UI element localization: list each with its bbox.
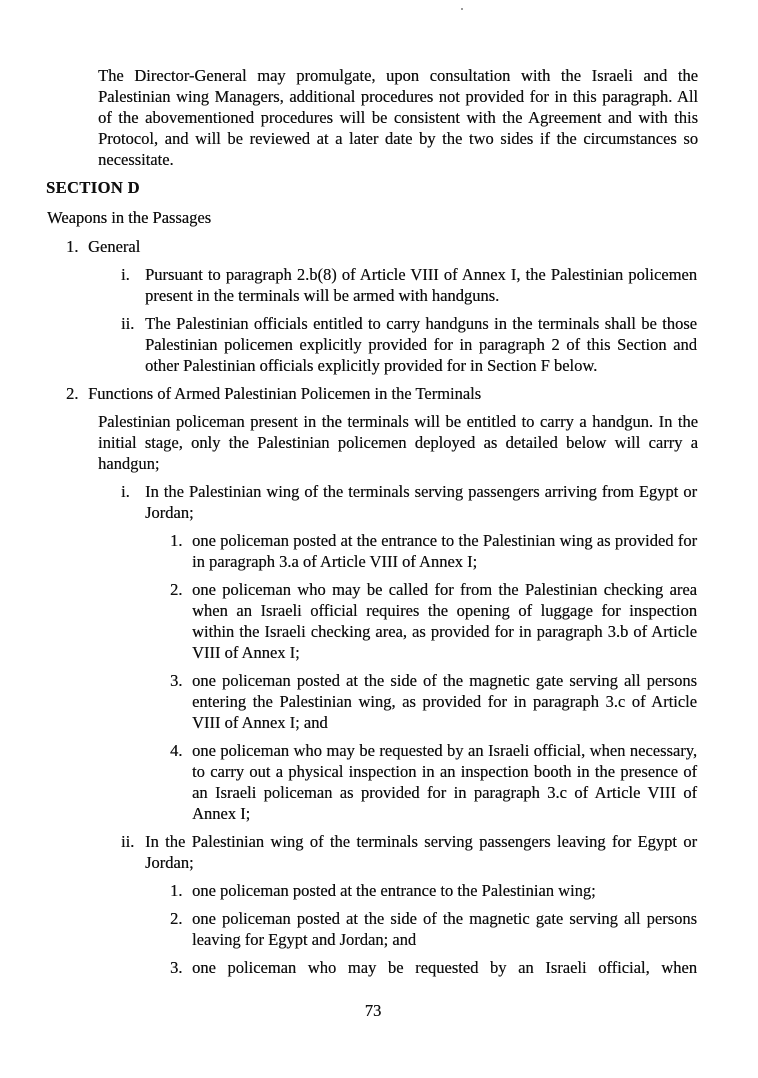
list-item-2-i-4 bbox=[170, 740, 758, 824]
list-item-text: Pursuant to paragraph 2.b(8) of Article VIII of Annex I, the Palestinian policemen present in the terminals will be armed with handguns. bbox=[145, 265, 697, 305]
list-item-1-i bbox=[121, 264, 758, 306]
list-marker: 4. bbox=[170, 741, 183, 760]
list-marker: 1. bbox=[170, 531, 183, 550]
list-item-text: one policeman who may be called for from the Palestinian checking area when an Israeli official requires the opening of luggage for inspection within the Israeli checking area, as provided for in paragraph 3.b of Article VIII of Annex I; bbox=[192, 580, 697, 662]
list-item-2-ii bbox=[121, 831, 758, 873]
list-item-text: Functions of Armed Palestinian Policemen in the Terminals bbox=[88, 384, 482, 403]
list-marker: 1. bbox=[66, 237, 79, 256]
list-item-1-general bbox=[66, 236, 758, 257]
section-subtitle: Weapons in the Passages bbox=[47, 208, 212, 227]
list-item-text: In the Palestinian wing of the terminals serving passengers arriving from Egypt or Jordan; bbox=[145, 482, 697, 522]
list-item-2-i bbox=[121, 481, 758, 523]
list-marker: 2. bbox=[170, 909, 183, 928]
list-item-text: one policeman who may be requested by an Israeli official, when bbox=[192, 958, 697, 977]
list-marker: ii. bbox=[121, 314, 135, 333]
section-heading: SECTION D bbox=[46, 178, 140, 197]
list-marker: 3. bbox=[170, 671, 183, 690]
list-marker: 2. bbox=[66, 384, 79, 403]
list-item-2-i-1 bbox=[170, 530, 758, 572]
list-item-2-ii-1 bbox=[170, 880, 758, 901]
list-item-2-functions bbox=[66, 383, 758, 404]
list-item-text: one policeman posted at the side of the magnetic gate serving all persons leaving for Egypt and Jordan; and bbox=[192, 909, 697, 949]
functions-paragraph: Palestinian policeman present in the terminals will be entitled to carry a handgun. In the initial stage, only the Palestinian policemen deployed as detailed below will carry a handgun; bbox=[98, 412, 698, 473]
list-item-text: one policeman posted at the side of the magnetic gate serving all persons entering the Palestinian wing, as provided for in paragraph 3.c of Article VIII of Annex I; and bbox=[192, 671, 697, 732]
page-number: 73 bbox=[364, 1001, 382, 1020]
intro-paragraph: The Director-General may promulgate, upon consultation with the Israeli and the Palestinian wing Managers, additional procedures not provided for in this paragraph. All of the abovementioned procedures will be consistent with the Agreement and with this Protocol, and will be reviewed at a later date by the two sides if the circumstances so necessitate. bbox=[98, 66, 698, 169]
list-item-1-ii bbox=[121, 313, 758, 376]
list-item-2-i-3 bbox=[170, 670, 758, 733]
list-item-2-ii-3 bbox=[170, 957, 758, 978]
list-marker: ii. bbox=[121, 832, 135, 851]
list-item-text: In the Palestinian wing of the terminals serving passengers leaving for Egypt or Jordan; bbox=[145, 832, 697, 872]
list-marker: 2. bbox=[170, 580, 183, 599]
list-item-text: one policeman who may be requested by an Israeli official, when necessary, to carry out a physical inspection in an inspection booth in the presence of an Israeli policeman as provided for in paragraph 3.c of Article VIII of Annex I; bbox=[192, 741, 697, 823]
scan-artifact-dot bbox=[461, 8, 463, 10]
list-marker: i. bbox=[121, 265, 130, 284]
list-item-2-ii-2 bbox=[170, 908, 758, 950]
list-item-text: one policeman posted at the entrance to the Palestinian wing; bbox=[192, 881, 596, 900]
list-item-text: The Palestinian officials entitled to carry handguns in the terminals shall be those Palestinian policemen explicitly provided for in paragraph 2 of this Section and other Palestinian officials explicitly provided for in Section F below. bbox=[145, 314, 697, 375]
list-item-text: General bbox=[88, 237, 141, 256]
list-item-2-i-2 bbox=[170, 579, 758, 663]
list-marker: i. bbox=[121, 482, 130, 501]
list-item-text: one policeman posted at the entrance to the Palestinian wing as provided for in paragraph 3.a of Article VIII of Annex I; bbox=[192, 531, 697, 571]
list-marker: 1. bbox=[170, 881, 183, 900]
list-marker: 3. bbox=[170, 958, 183, 977]
